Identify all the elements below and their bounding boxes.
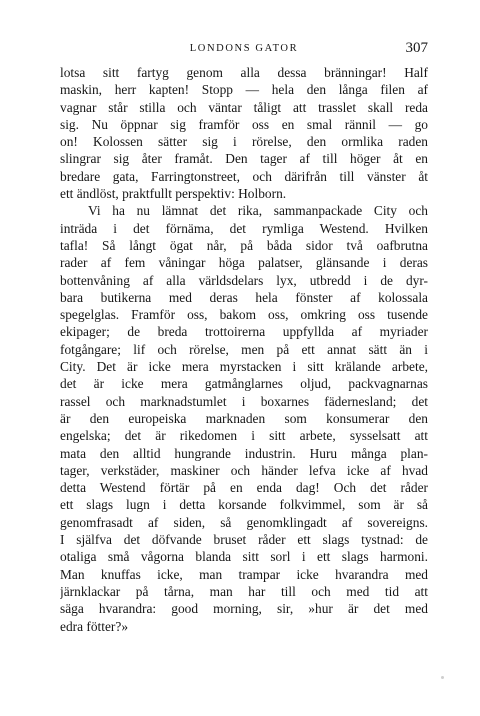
text-line: City. Det är icke mera myrstacken i sitt krälande arbete,: [60, 359, 428, 375]
text-line: vagnar står stilla och väntar tåligt att trasslet skall reda: [60, 99, 428, 115]
text-line: edra fötter?»: [60, 618, 129, 634]
text-line: bara butikerna med deras hela fönster af kolossala: [60, 289, 428, 305]
text-line: otaliga små vågorna blanda sitt sorl i ett slags harmoni.: [60, 549, 428, 565]
text-line: tafla! Så långt ögat når, på båda sidor två oafbrutna: [60, 237, 428, 253]
page-header: [60, 40, 428, 58]
text-line: genomfrasadt af siden, så genomklingadt af sovereigns.: [60, 514, 428, 530]
text-line: sig. Nu öppnar sig framför oss en smal rännil — go: [60, 116, 428, 132]
text-line: bottenvåning af alla världsdelars lyx, utbredd i de dyr-: [60, 272, 428, 288]
text-line: lotsa sitt fartyg genom alla dessa bränningar! Half: [60, 65, 428, 80]
paragraph-first-line: Vi ha nu lämnat det rika, sammanpackade City och: [88, 203, 428, 219]
page-number: 307: [405, 40, 428, 56]
running-head: LONDONS GATOR: [189, 43, 299, 54]
text-line: detta Westend förtär på en enda dag! Och det råder: [60, 480, 428, 496]
text-line: det är icke mera gatmånglarnes oljud, packvagnarnas: [60, 376, 428, 392]
text-line: säga hvarandra: good morning, sir, »hur är det med: [60, 601, 428, 617]
text-line: maskin, herr kapten! Stopp — hela den långa filen af: [60, 82, 428, 98]
text-line: inträda i det förnäma, det rymliga Westend. Hvilken: [60, 220, 428, 236]
text-line: Man knuffas icke, man trampar icke hvarandra med: [60, 566, 428, 582]
text-line: on! Kolossen sätter sig i rörelse, den ormlika raden: [60, 134, 428, 150]
text-line: ett ändlöst, praktfullt perspektiv: Holborn.: [60, 186, 287, 202]
text-line: ett slags lugn i detta korsande folkvimmel, som är så: [60, 497, 428, 513]
text-line: mata den alltid hungrande industrin. Huru många plan-: [60, 445, 428, 461]
text-line: I själfva det döfvande bruset råder ett slags tystnad: de: [60, 532, 428, 548]
text-line: rader af fem våningar höga palatser, glänsande i deras: [60, 255, 428, 271]
text-line: ekipager; de breda trottoirerna uppfyllda af myriader: [60, 324, 428, 340]
margin-speck: [441, 676, 444, 679]
text-line: rassel och marknadstumlet i boxarnes fädernesland; det: [60, 393, 428, 409]
body-text: [60, 64, 428, 635]
text-line: fotgångare; lif och rörelse, men på ett annat sätt än i: [60, 341, 428, 357]
text-line: järnklackar på tårna, man har till och med tid att: [60, 583, 428, 599]
text-line: spegelglas. Framför oss, bakom oss, omkring oss tusende: [60, 307, 428, 323]
text-line: är den europeiska marknaden som konsumerar den: [60, 410, 428, 426]
text-line: tager, verkstäder, maskiner och händer lefva icke af hvad: [60, 462, 428, 478]
text-line: slingrar sig åter framåt. Den tager af till höger åt en: [60, 151, 428, 167]
text-line: engelska; det är rikedomen i sitt arbete, sysselsatt att: [60, 428, 428, 444]
text-line: bredare gata, Farringtonstreet, och därifrån till vänster åt: [60, 168, 428, 184]
